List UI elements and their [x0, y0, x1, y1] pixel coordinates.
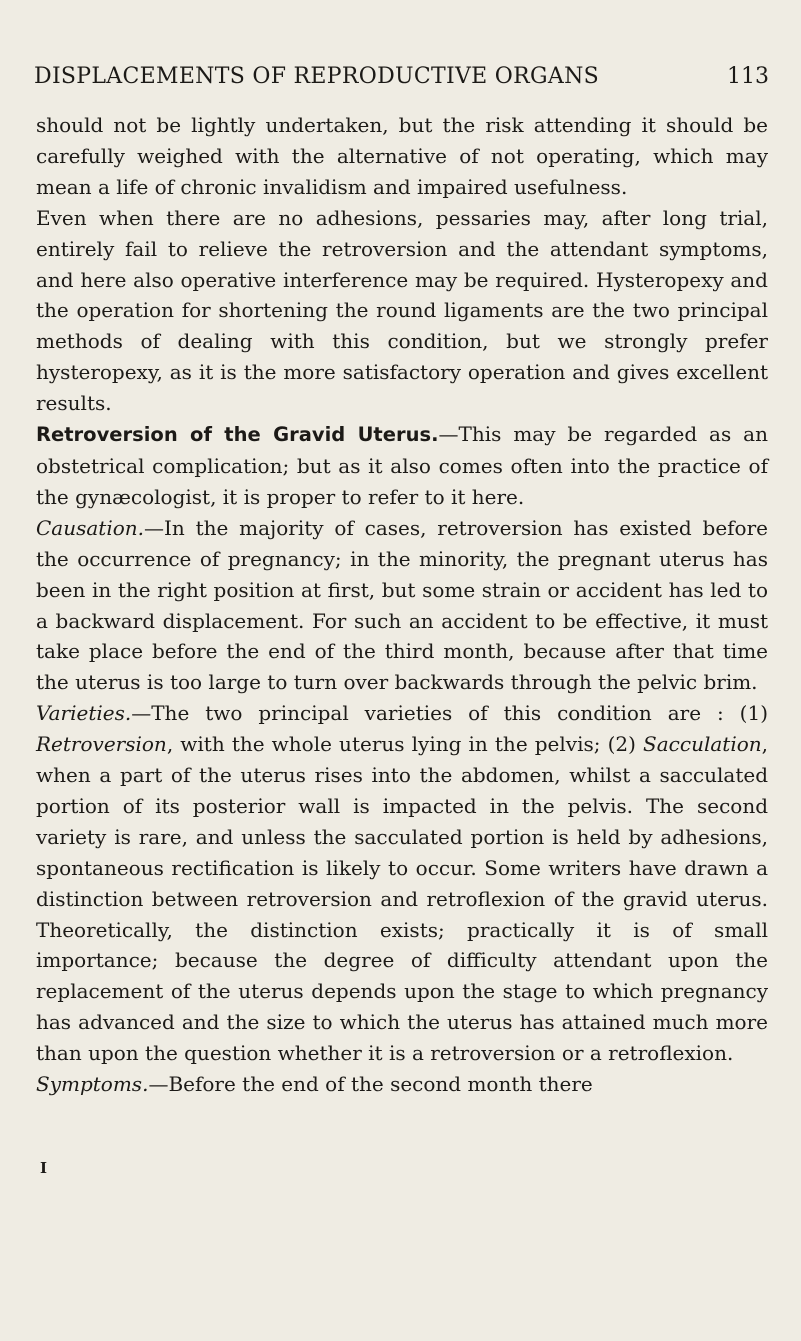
term-sacculation: Sacculation	[643, 732, 762, 757]
paragraph-text: —The two principal varieties of this condition are : (1)	[131, 701, 768, 726]
section-heading: Retroversion of the Gravid Uterus.	[36, 423, 439, 447]
paragraph-varieties	[36, 698, 768, 1069]
page-number: 113	[727, 64, 769, 89]
signature-mark: I	[40, 1159, 48, 1177]
subheading-varieties: Varieties.	[36, 701, 132, 726]
subheading-symptoms: Symptoms.	[36, 1072, 149, 1097]
subheading-causation: Causation.	[36, 515, 145, 540]
body-text	[36, 110, 768, 1100]
paragraph-text: , when a part of the uterus rises into the abdomen, whilst a sacculated portion of its posterior wall is impacted in the pelvis. The second variety is rare, and unless the sacculated portion is held by adhesions, spontaneous rectification is likely to occur. Some writers have drawn a distinction between retroversion and retroflexion of the gravid uterus. Theoretically, the distinction exists; practically it is of small importance; because the degree of difficulty attendant upon the replacement of the uterus depends upon the stage to which pregnancy has advanced and the size to which the uterus has attained much more than upon the question whether it is a retroversion or a retroflexion.	[36, 732, 768, 1066]
paragraph-text: , with the whole uterus lying in the pelvis; (2)	[166, 732, 644, 757]
page-header	[0, 60, 801, 96]
paragraph-causation	[36, 513, 768, 698]
paragraph-text: —In the majority of cases, retroversion has existed before the occurrence of pregnancy; in the minority, the pregnant uterus has been in the right position at first, but some strain or accident has led to a backward displacement. For such an accident to be effective, it must take place before the end of the third month, because after that time the uterus is too large to turn over backwards through the pelvic brim.	[36, 515, 768, 695]
paragraph-text: —This may be regarded as an obstetrical complication; but as it also comes often into the practice of the gynæcologist, it is proper to refer to it here.	[36, 422, 768, 509]
paragraph-text: —Before the end of the second month there	[148, 1072, 593, 1097]
running-head: DISPLACEMENTS OF REPRODUCTIVE ORGANS	[34, 64, 599, 89]
paragraph-text: should not be lightly undertaken, but the risk attending it should be carefully weighed with the alternative of not operating, which may mean a life of chronic invalidism and impaired usefulness.	[36, 113, 768, 199]
paragraph-symptoms	[36, 1069, 768, 1100]
paragraph-pessaries	[36, 203, 768, 419]
paragraph-text: Even when there are no adhesions, pessaries may, after long trial, entirely fail to relieve the retroversion and the attendant symptoms, and here also operative interference may be required. Hysteropexy and the operation for shortening the round ligaments are the two principal methods of dealing with this condition, but we strongly prefer hysteropexy, as it is the more satisfactory operation and gives excellent results.	[36, 205, 768, 416]
term-retroversion: Retroversion	[36, 732, 167, 757]
paragraph-gravid-uterus	[36, 419, 768, 513]
paragraph-continuation	[36, 110, 768, 203]
